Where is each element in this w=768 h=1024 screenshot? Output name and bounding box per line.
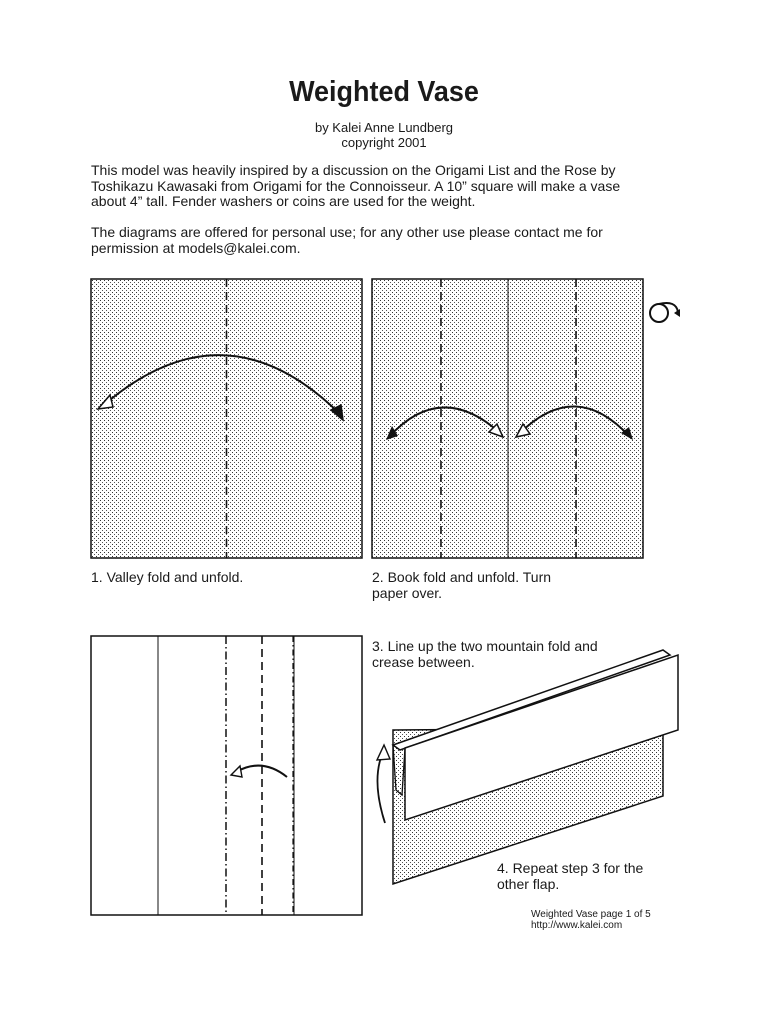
fold-arrow: [377, 752, 385, 823]
step1-caption: [91, 570, 243, 586]
document-title: Weighted Vase: [289, 76, 479, 108]
caption-line: paper over.: [372, 584, 443, 601]
step4-diagram: [377, 650, 678, 884]
step3-diagram: [91, 636, 362, 915]
intro-line: Toshikazu Kawasaki from Origami for the Connoisseur. A 10” square will make a vase: [91, 177, 621, 194]
page-footer: [531, 909, 651, 931]
intro-line: about 4” tall. Fender washers or coins are used for the weight.: [91, 193, 476, 209]
step4-caption: [497, 861, 677, 892]
caption-line: 3. Line up the two mountain fold and: [372, 638, 598, 654]
caption-line: 2. Book fold and unfold. Turn: [372, 569, 552, 585]
step3-caption: [372, 639, 652, 670]
step2-diagram: [372, 279, 680, 558]
caption-line: 1. Valley fold and unfold.: [91, 569, 244, 585]
usage-line: The diagrams are offered for personal use; for any other use please contact me for: [91, 224, 603, 240]
turn-over-icon: [650, 303, 680, 322]
step1-diagram: [91, 279, 362, 558]
caption-line: other flap.: [497, 875, 560, 892]
copyright-line: copyright 2001: [341, 135, 427, 150]
caption-line: crease between.: [372, 653, 475, 670]
caption-line: 4. Repeat step 3 for the: [497, 860, 644, 876]
intro-line: This model was heavily inspired by a discussion on the Origami List and the Rose by: [91, 162, 616, 178]
arrowhead: [377, 745, 390, 760]
author-line: by Kalei Anne Lundberg: [314, 120, 454, 135]
usage-line: permission at models@kalei.com.: [91, 239, 301, 256]
page-label: Weighted Vase page 1 of 5: [531, 909, 651, 920]
footer-url: http://www.kalei.com: [531, 920, 623, 931]
step2-caption: [372, 570, 592, 601]
